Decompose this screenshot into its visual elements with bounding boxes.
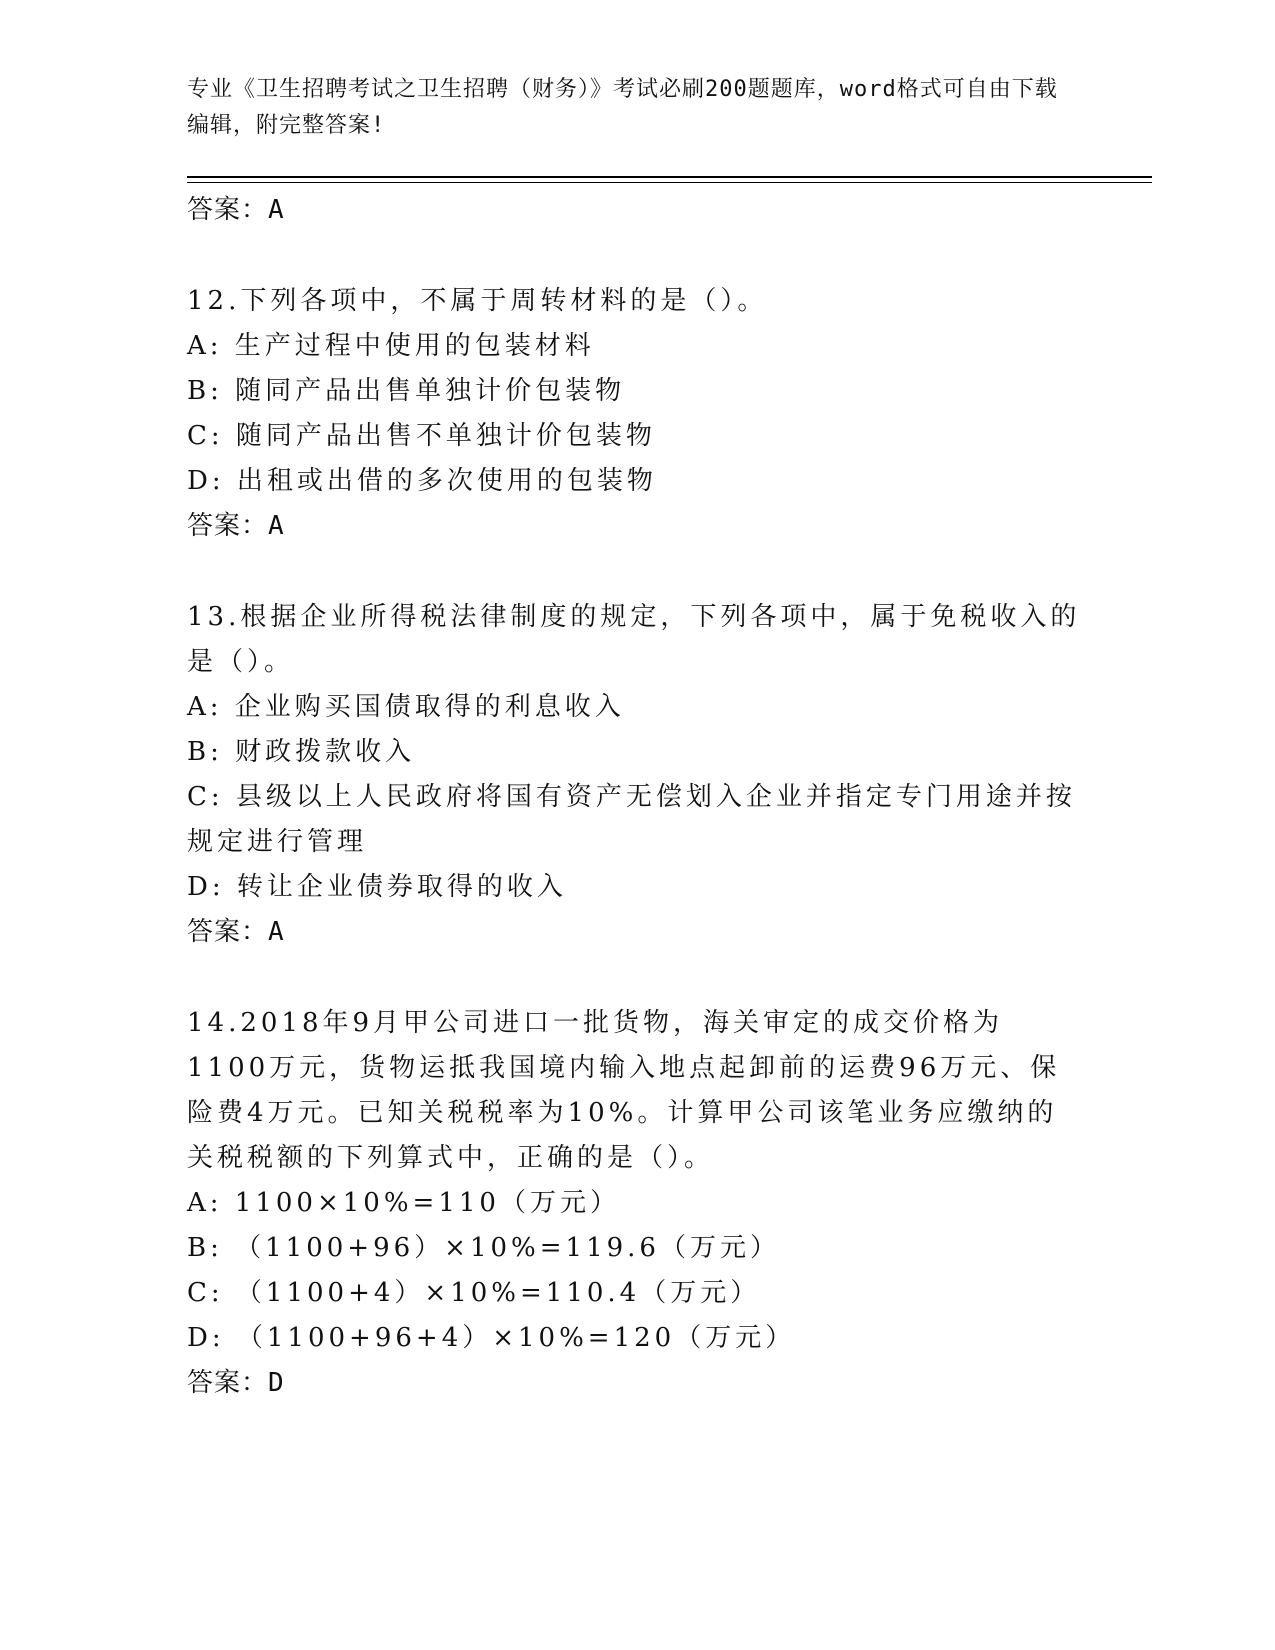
document-body — [187, 188, 1082, 1406]
spacer — [187, 955, 1082, 1001]
question-text: 14.2018年9月甲公司进口一批货物，海关审定的成交价格为1100万元，货物运抵我国境内输入地点起卸前的运费96万元、保险费4万元。已知关税税率为10%。计算甲公司该笔业务应缴纳的关税税额的下列算式中，正确的是（）。 — [187, 1008, 1061, 1173]
option-a: A: 企业购买国债取得的利息收入 — [187, 692, 625, 722]
option-c: C: 随同产品出售不单独计价包装物 — [187, 421, 656, 451]
question-13 — [187, 595, 1082, 955]
header-rule-thick — [187, 176, 1152, 178]
document-header: 专业《卫生招聘考试之卫生招聘（财务）》考试必刷200题题库，word格式可自由下载编辑，附完整答案! — [187, 77, 1058, 138]
option-d: D: 转让企业债券取得的收入 — [187, 872, 567, 902]
option-c: C: 县级以上人民政府将国有资产无偿划入企业并指定专门用途并按规定进行管理 — [187, 782, 1076, 857]
question-text: 13.根据企业所得税法律制度的规定，下列各项中，属于免税收入的是（）。 — [187, 602, 1081, 677]
option-a: A: 生产过程中使用的包装材料 — [187, 331, 595, 361]
answer-line: 答案：A — [187, 195, 285, 225]
spacer — [187, 233, 1082, 279]
answer-line: 答案：A — [187, 917, 285, 947]
option-d: D: （1100+96+4）×10%=120（万元） — [187, 1323, 796, 1353]
option-a: A: 1100×10%=110（万元） — [187, 1188, 620, 1218]
option-c: C: （1100+4）×10%=110.4（万元） — [187, 1278, 761, 1308]
option-b: B: 随同产品出售单独计价包装物 — [187, 376, 626, 406]
answer-line: 答案：D — [187, 1368, 285, 1398]
option-d: D: 出租或出借的多次使用的包装物 — [187, 466, 657, 496]
question-text: 12.下列各项中，不属于周转材料的是（）。 — [187, 286, 768, 316]
option-b: B: 财政拨款收入 — [187, 737, 416, 767]
header-rule-thin — [187, 182, 1152, 183]
answer-line: 答案：A — [187, 511, 285, 541]
question-12 — [187, 279, 1082, 549]
option-b: B: （1100+96）×10%=119.6（万元） — [187, 1233, 780, 1263]
spacer — [187, 549, 1082, 595]
question-14 — [187, 1001, 1082, 1406]
